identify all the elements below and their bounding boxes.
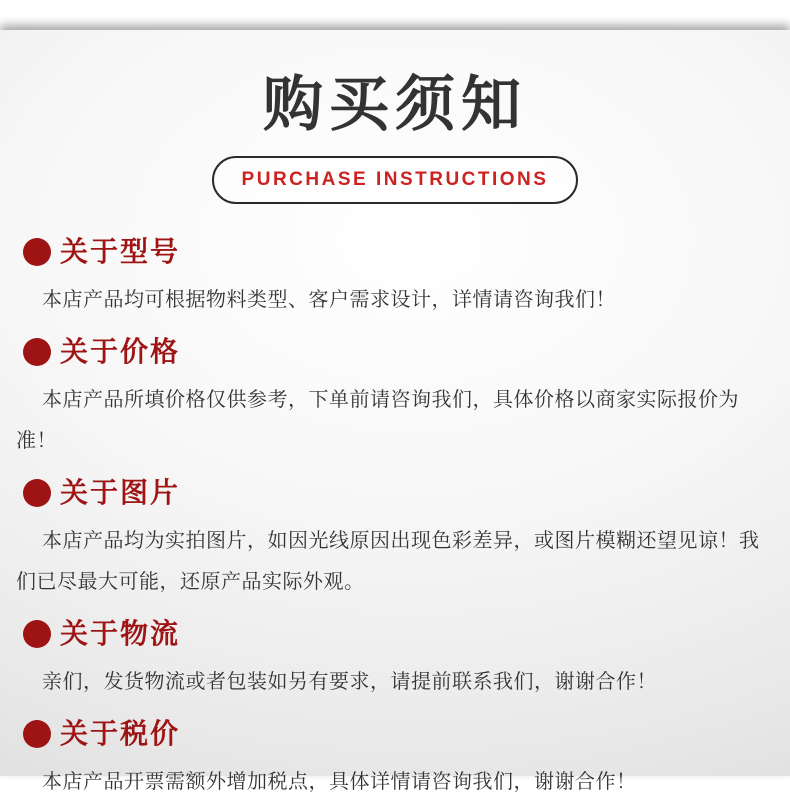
section-body-text: 本店产品所填价格仅供参考，下单前请咨询我们，具体价格以商家实际报价为准！: [16, 389, 739, 452]
section-pictures: [0, 477, 790, 603]
red-dot-icon: [23, 479, 51, 507]
section-heading: [0, 477, 790, 509]
subtitle-pill: [212, 156, 578, 204]
page-title: 购买须知: [263, 71, 527, 138]
section-body-text: 本店产品均可根据物料类型、客户需求设计，详情请咨询我们！: [42, 289, 616, 311]
section-body-text: 本店产品开票需额外增加税点，具体详情请咨询我们，谢谢合作！: [42, 771, 637, 793]
section-heading: [0, 718, 790, 750]
section-body-text: 本店产品均为实拍图片，如因光线原因出现色彩差异，或图片模糊还望见谅！我们已尽最大可能，还原产品实际外观。: [16, 530, 760, 593]
red-dot-icon: [23, 338, 51, 366]
section-tax: [0, 718, 790, 803]
purchase-notice-panel: [0, 30, 790, 793]
section-heading: [0, 236, 790, 268]
section-body-text: 亲们，发货物流或者包装如另有要求，请提前联系我们，谢谢合作！: [42, 671, 657, 693]
red-dot-icon: [23, 238, 51, 266]
section-model: [0, 236, 790, 321]
section-logistics: [0, 618, 790, 703]
section-heading-label: 关于型号: [60, 236, 181, 267]
red-dot-icon: [23, 720, 51, 748]
section-heading: [0, 336, 790, 368]
section-heading: [0, 618, 790, 650]
subtitle-label: PURCHASE INSTRUCTIONS: [241, 169, 549, 190]
sections-list: [0, 236, 790, 803]
section-heading-label: 关于图片: [60, 477, 181, 508]
section-heading-label: 关于税价: [60, 718, 181, 749]
section-heading-label: 关于物流: [60, 618, 181, 649]
section-price: [0, 336, 790, 462]
section-heading-label: 关于价格: [60, 336, 181, 367]
red-dot-icon: [23, 620, 51, 648]
